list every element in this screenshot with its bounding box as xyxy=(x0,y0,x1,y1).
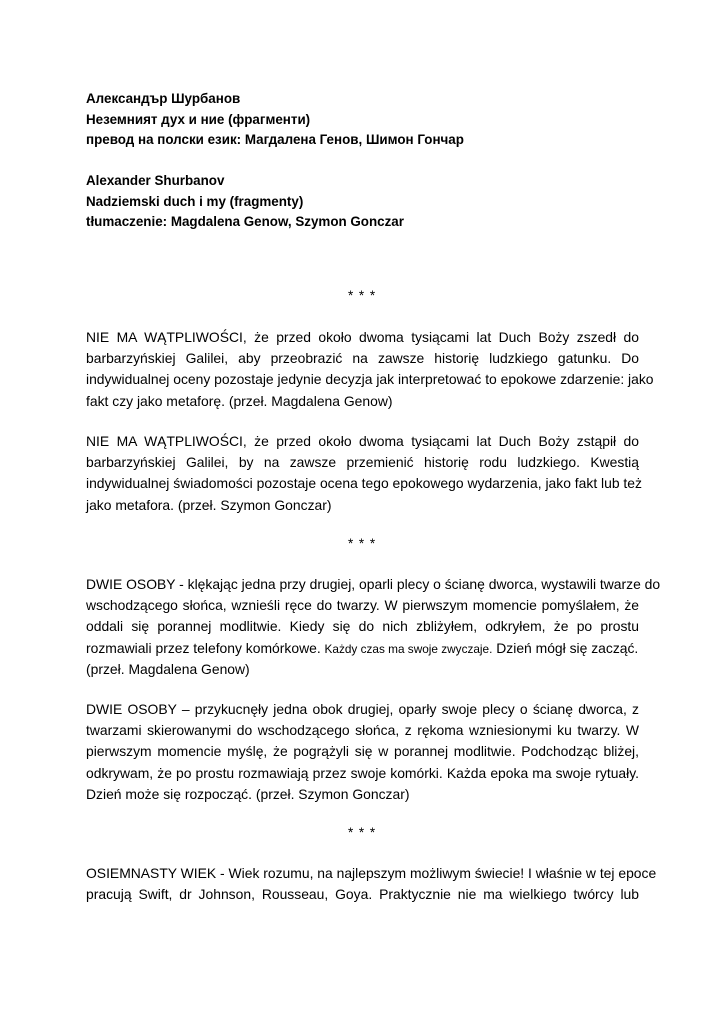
text-line: DWIE OSOBY – przykucnęły jedna obok drugiej, oparły swoje plecy o ścianę dworca, z xyxy=(86,701,639,717)
paragraph-5 xyxy=(86,863,657,905)
text-line: indywidualnej świadomości pozostaje ocena tego epokowego wydarzenia, jako fakt lub też xyxy=(86,475,642,492)
paragraph-4 xyxy=(86,699,639,805)
paragraph-2 xyxy=(86,431,642,516)
section-separator: * * * xyxy=(347,536,377,551)
author-name-en: Alexander Shurbanov xyxy=(86,173,225,188)
translation-credit-bg: превод на полски език: Магдалена Генов, Шимон Гончар xyxy=(86,132,464,147)
text-segment: rozmawiali przez telefony komórkowe. xyxy=(86,639,321,656)
text-line: wschodzącego słońca, wznieśli ręce do twarzy. W pierwszym momencie pomyślałem, że xyxy=(86,597,639,614)
work-title-bg: Неземният дух и ние (фрагменти) xyxy=(86,111,311,127)
text-line: fakt czy jako metaforę. (przeł. Magdalena Genow) xyxy=(86,392,393,409)
text-segment: Dzień mógł się zacząć. xyxy=(496,639,639,656)
text-line xyxy=(86,638,639,659)
author-name-bg: Александър Шурбанов xyxy=(86,91,241,106)
text-line: pierwszym momencie myślę, że pogrążyli się w porannej modlitwie. Podchodząc bliżej, xyxy=(86,743,639,760)
text-line: NIE MA WĄTPLIWOŚCI, że przed około dwoma tysiącami lat Duch Boży zszedł do xyxy=(86,329,639,345)
bulgarian-header xyxy=(86,89,646,151)
text-line: Dzień może się rozpocząć. (przeł. Szymon Gonczar) xyxy=(86,785,410,802)
work-title-pl: Nadziemski duch i my (fragmenty) xyxy=(86,193,304,209)
text-line: jako metafora. (przeł. Szymon Gonczar) xyxy=(86,496,332,513)
paragraph-3 xyxy=(86,574,661,680)
text-line: (przeł. Magdalena Genow) xyxy=(86,660,250,677)
paragraph-1 xyxy=(86,327,654,412)
section-separator: * * * xyxy=(347,288,377,303)
text-line: oddali się porannej modlitwie. Kiedy się do nich zbliżyłem, odkryłem, że po prostu xyxy=(86,618,639,635)
text-line: barbarzyńskiej Galilei, aby przeobrazić na zawsze historię ludzkiego gatunku. Do xyxy=(86,350,639,367)
text-line: barbarzyńskiej Galilei, by na zawsze przemienić historię rodu ludzkiego. Kwestią xyxy=(86,454,639,471)
text-line: twarzami skierowanymi do wschodzącego słońca, z rękoma wzniesionymi ku twarzy. W xyxy=(86,722,639,739)
text-line: indywidualnej oceny pozostaje jedynie decyzja jak interpretować to epokowe zdarzenie: jako xyxy=(86,371,654,388)
small-text-segment: Każdy czas ma swoje zwyczaje. xyxy=(324,641,493,656)
section-separator: * * * xyxy=(347,825,377,840)
polish-header xyxy=(86,171,646,233)
translation-credit-pl: tłumaczenie: Magdalena Genow, Szymon Gonczar xyxy=(86,214,404,229)
text-line: pracują Swift, dr Johnson, Rousseau, Goya. Praktycznie nie ma wielkiego twórcy lub xyxy=(86,886,639,903)
text-line: odkrywam, że po prostu rozmawiają przez swoje komórki. Każda epoka ma swoje rytuały. xyxy=(86,764,639,781)
text-line: DWIE OSOBY - klękając jedna przy drugiej, oparli plecy o ścianę dworca, wystawili twarze do xyxy=(86,576,661,592)
text-line: NIE MA WĄTPLIWOŚCI, że przed około dwoma tysiącami lat Duch Boży zstąpił do xyxy=(86,433,639,449)
text-line: OSIEMNASTY WIEK - Wiek rozumu, na najlepszym możliwym świecie! I właśnie w tej epoce xyxy=(86,865,657,881)
